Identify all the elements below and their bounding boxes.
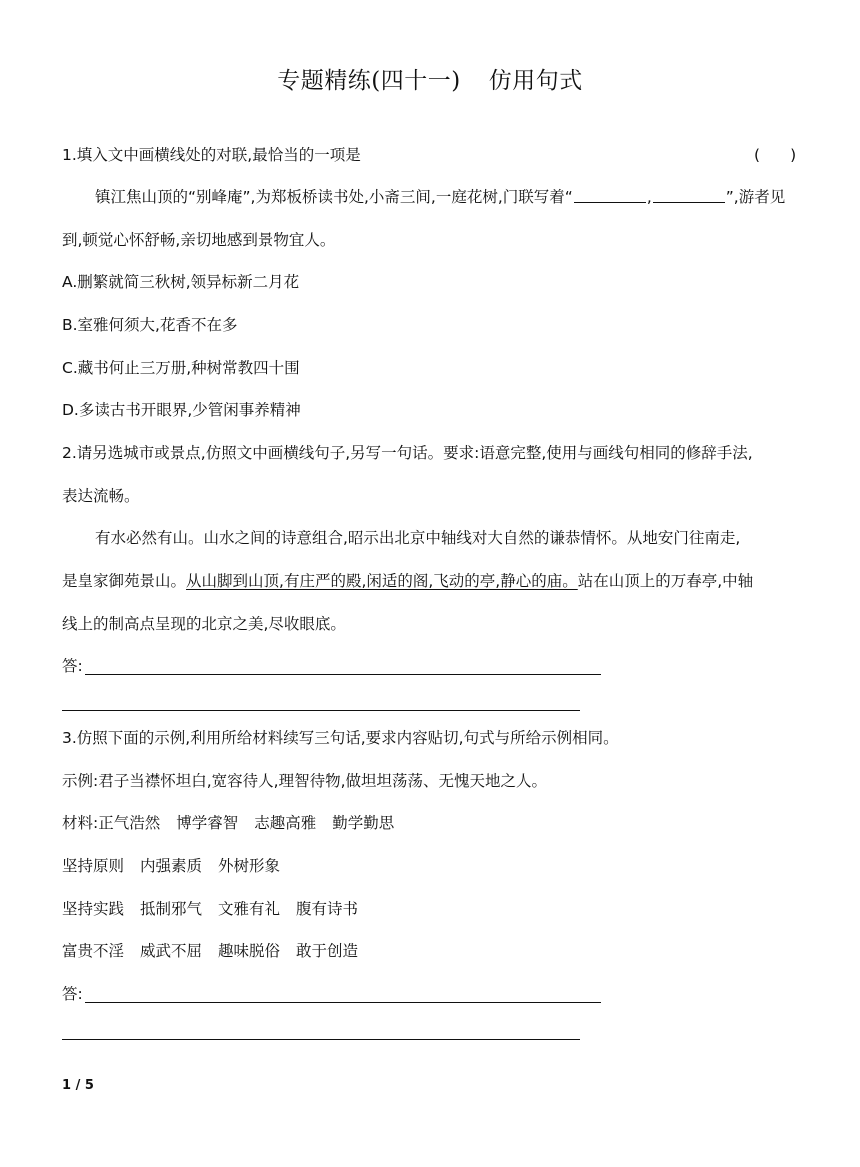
q3-example: 示例:君子当襟怀坦白,宽容待人,理智待物,做坦坦荡荡、无愧天地之人。 <box>62 772 548 790</box>
q1-option-a: A.删繁就简三秋树,领异标新二月花 <box>62 273 300 291</box>
q2-stem-line-2: 表达流畅。 <box>62 487 140 505</box>
title-sub: 仿用句式 <box>488 68 583 94</box>
q3-material-row-3: 坚持实践 抵制邪气 文雅有礼 腹有诗书 <box>62 900 359 918</box>
q1-passage-line-2: 到,顿觉心怀舒畅,亲切地感到景物宜人。 <box>62 231 336 249</box>
q2-answer-line-1[interactable] <box>85 674 601 675</box>
title-main: 专题精练(四十一) <box>277 68 461 94</box>
q2-passage-line-2: 是皇家御苑景山。从山脚到山顶,有庄严的殿,闲适的阁,飞动的亭,静心的庙。站在山顶上的万春亭,中轴 <box>62 572 754 590</box>
q3-answer-line-2[interactable] <box>62 1039 580 1040</box>
q2-answer-label: 答: <box>62 657 83 675</box>
q3-answer-label: 答: <box>62 985 83 1003</box>
q3-answer-line-1[interactable] <box>85 1002 601 1003</box>
q2-passage-line-1: 有水必然有山。山水之间的诗意组合,昭示出北京中轴线对大自然的谦恭情怀。从地安门往南走, <box>95 529 741 547</box>
q1-option-d: D.多读古书开眼界,少管闲事养精神 <box>62 401 301 419</box>
page-number: 1 / 5 <box>62 1078 94 1093</box>
q2-stem-line-1: 2.请另选城市或景点,仿照文中画横线句子,另写一句话。要求:语意完整,使用与画线句相同的修辞手法, <box>62 444 753 462</box>
q3-material-row-1: 材料:正气浩然 博学睿智 志趣高雅 勤学勤思 <box>62 814 395 832</box>
fill-blank-2[interactable] <box>653 187 725 203</box>
q2-passage-line-3: 线上的制高点呈现的北京之美,尽收眼底。 <box>62 615 346 633</box>
q1-passage-line-1: 镇江焦山顶的“别峰庵”,为郑板桥读书处,小斋三间,一庭花树,门联写着“ , ”,游者见 <box>95 188 786 206</box>
page-title <box>0 62 860 95</box>
q3-material-row-4: 富贵不淫 威武不屈 趣味脱俗 敢于创造 <box>62 942 359 960</box>
fill-blank-1[interactable] <box>574 187 646 203</box>
q1-answer-paren: ( ) <box>754 146 797 164</box>
q3-stem: 3.仿照下面的示例,利用所给材料续写三句话,要求内容贴切,句式与所给示例相同。 <box>62 729 619 747</box>
q1-option-b: B.室雅何须大,花香不在多 <box>62 316 238 334</box>
q3-material-row-2: 坚持原则 内强素质 外树形象 <box>62 857 281 875</box>
q2-answer-line-2[interactable] <box>62 710 580 711</box>
underlined-sentence: 从山脚到山顶,有庄严的殿,闲适的阁,飞动的亭,静心的庙。 <box>186 572 578 590</box>
q1-stem: 1.填入文中画横线处的对联,最恰当的一项是 <box>62 146 361 164</box>
q1-option-c: C.藏书何止三万册,种树常教四十围 <box>62 359 300 377</box>
